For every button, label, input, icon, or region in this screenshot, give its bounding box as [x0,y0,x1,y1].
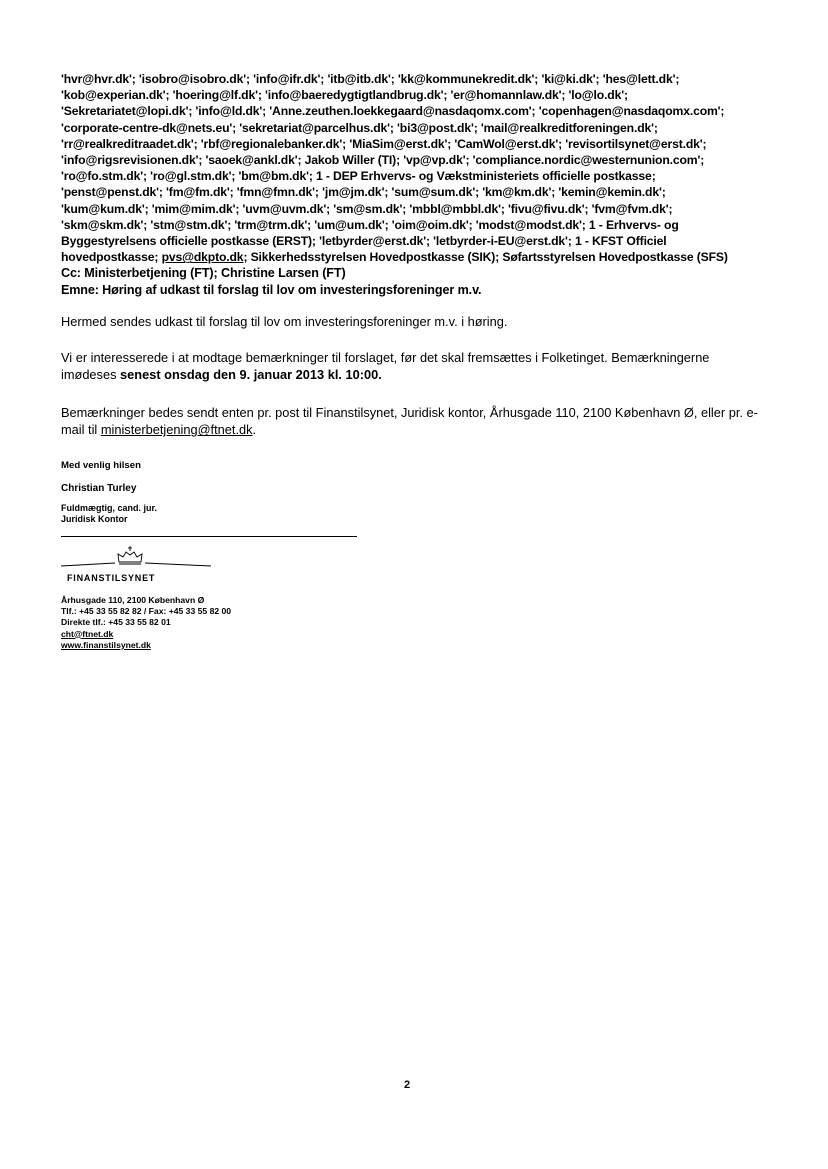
recipient-line: 'kob@experian.dk'; 'hoering@lf.dk'; 'info@baeredygtigtlandbrug.dk'; 'er@homannlaw.dk'; 'lo@lo.dk'; [61,88,628,103]
deadline-text: senest onsdag den 9. januar 2013 kl. 10:00. [120,367,382,383]
subject-label: Emne: [61,282,99,297]
greeting: Med venlig hilsen [61,460,141,471]
signer-name: Christian Turley [61,483,137,494]
cc-line [61,265,781,281]
recipient-text: ; Sikkerhedsstyrelsen Hovedpostkasse (SIK); Søfartsstyrelsen Hovedpostkasse (SFS) [243,250,728,265]
ministerbetjening-email-link[interactable]: ministerbetjening@ftnet.dk [100,422,253,438]
pvs-email-link[interactable]: pvs@dkpto.dk [161,250,244,265]
contact-info [61,595,231,651]
recipient-line-last [61,249,781,265]
page-number: 2 [404,1079,411,1091]
recipient-text: hovedpostkasse; [61,250,162,265]
signature-divider [61,536,357,537]
recipient-line: 'penst@penst.dk'; 'fm@fm.dk'; 'fmn@fmn.dk'; 'jm@jm.dk'; 'sum@sum.dk'; 'km@km.dk'; 'kemin@kemin.dk'; [61,185,666,200]
recipient-line: 'ro@fo.stm.dk'; 'ro@gl.stm.dk'; 'bm@bm.dk'; 1 - DEP Erhvervs- og Vækstministeriets officielle postkasse; [61,169,656,184]
body-paragraph-3 [61,404,761,439]
org-name: FINANSTILSYNET [67,573,156,583]
body-text: . [252,422,257,438]
cc-label: Cc: [61,266,81,281]
recipient-line: 'corporate-centre-dk@nets.eu'; 'sekretariat@parcelhus.dk'; 'bi3@post.dk'; 'mail@realkreditforeningen.dk'; [61,120,658,135]
subject-line [61,282,781,298]
signer-title [61,503,157,525]
address: Århusgade 110, 2100 København Ø [61,595,205,605]
recipient-line: 'rr@realkreditraadet.dk'; 'rbf@regionalebanker.dk'; 'MiaSim@erst.dk'; 'CamWol@erst.dk'; 'revisortilsynet@erst.dk'; [61,136,707,151]
recipient-list [61,71,781,298]
phone-fax: Tlf.: +45 33 55 82 82 / Fax: +45 33 55 82 00 [61,606,232,617]
signer-department: Juridisk Kontor [61,514,128,524]
contact-email-link[interactable]: cht@ftnet.dk [61,628,114,639]
recipient-line: 'hvr@hvr.dk'; 'isobro@isobro.dk'; 'info@ifr.dk'; 'itb@itb.dk'; 'kk@kommunekredit.dk'; 'ki@ki.dk'; 'hes@lett.dk'; [61,72,680,86]
body-text: Vi er interesserede i at modtage bemærkninger til forslaget, før det skal fremsættes i Folketinget. Bemærkningerne imødeses [61,350,710,383]
recipient-line: 'skm@skm.dk'; 'stm@stm.dk'; 'trm@trm.dk'; 'um@um.dk'; 'oim@oim.dk'; 'modst@modst.dk'; 1 - Erhvervs- og [61,217,679,232]
body-paragraph-1: Hermed sendes udkast til forslag til lov om investeringsforeninger m.v. i høring. [61,314,508,329]
recipient-line: 'Sekretariatet@lopi.dk'; 'info@ld.dk'; 'Anne.zeuthen.loekkegaard@nasdaqomx.com'; 'copenhagen@nasdaqomx.com'; [61,104,725,119]
cc-value: Ministerbetjening (FT); Christine Larsen (FT) [84,266,346,281]
body-paragraph-2 [61,349,761,384]
direct-phone: Direkte tlf.: +45 33 55 82 01 [61,617,171,628]
website-link[interactable]: www.finanstilsynet.dk [61,639,151,650]
body-text: Bemærkninger bedes sendt enten pr. post til Finanstilsynet, Juridisk kontor, Århusgade 110, 2100 København Ø, eller pr. e-mail til [61,405,758,438]
recipient-line: Byggestyrelsens officielle postkasse (ERST); 'letbyrder@erst.dk'; 'letbyrder-i-EU@erst.dk'; 1 - KFST Officiel [61,234,667,249]
recipient-line: 'info@rigsrevisionen.dk'; 'saoek@ankl.dk'; Jakob Willer (TI); 'vp@vp.dk'; 'compliance.nordic@westernunion.com'; [61,153,705,168]
recipient-line: 'kum@kum.dk'; 'mim@mim.dk'; 'uvm@uvm.dk'; 'sm@sm.dk'; 'mbbl@mbbl.dk'; 'fivu@fivu.dk'; 'fvm@fvm.dk'; [61,201,673,216]
subject-value: Høring af udkast til forslag til lov om investeringsforeninger m.v. [102,282,482,297]
signer-title-line: Fuldmægtig, cand. jur. [61,503,158,513]
